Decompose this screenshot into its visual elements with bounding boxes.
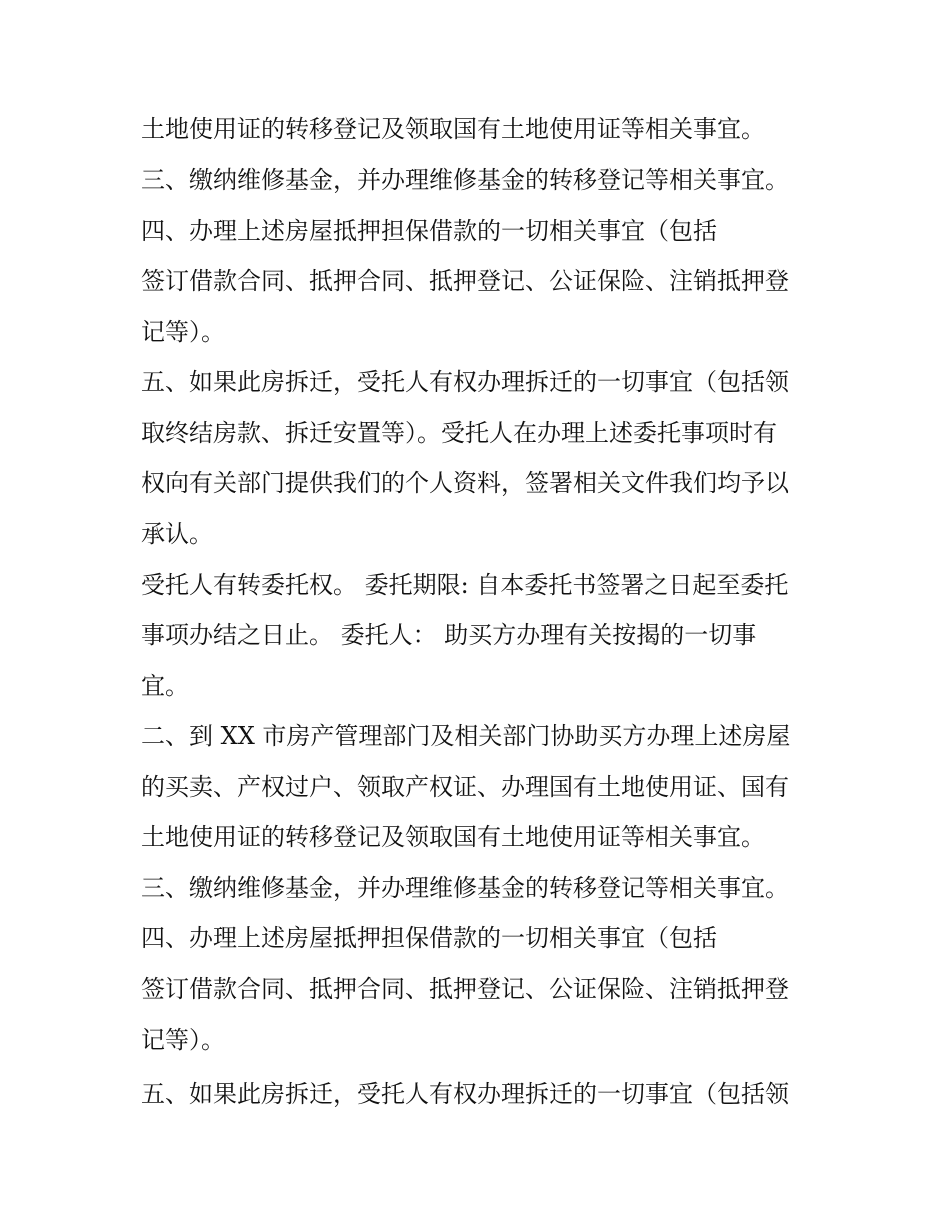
text-line: 受托人有转委托权。 委托期限: 自本委托书签署之日起至委托 bbox=[141, 571, 789, 599]
text-line: 事项办结之日止。 委托人： 助买方办理有关按揭的一切事 bbox=[141, 621, 757, 649]
text-line: 三、缴纳维修基金，并办理维修基金的转移登记等相关事宜。 bbox=[141, 874, 789, 902]
text-line: 的买卖、产权过户、领取产权证、办理国有土地使用证、国有 bbox=[141, 773, 789, 801]
text-line: 土地使用证的转移登记及领取国有土地使用证等相关事宜。 bbox=[141, 115, 765, 143]
text-line: 二、到 XX 市房产管理部门及相关部门协助买方办理上述房屋 bbox=[141, 722, 791, 750]
text-line: 承认。 bbox=[141, 520, 213, 548]
text-line: 四、办理上述房屋抵押担保借款的一切相关事宜（包括 bbox=[141, 217, 717, 245]
text-line: 签订借款合同、抵押合同、抵押登记、公证保险、注销抵押登 bbox=[141, 267, 789, 295]
text-line: 记等）。 bbox=[141, 1026, 225, 1054]
text-line: 土地使用证的转移登记及领取国有土地使用证等相关事宜。 bbox=[141, 823, 765, 851]
text-line: 四、办理上述房屋抵押担保借款的一切相关事宜（包括 bbox=[141, 924, 717, 952]
text-line: 取终结房款、拆迁安置等）。受托人在办理上述委托事项时有 bbox=[141, 419, 777, 447]
text-line: 五、如果此房拆迁，受托人有权办理拆迁的一切事宜（包括领 bbox=[141, 368, 789, 396]
text-line: 宜。 bbox=[141, 672, 189, 700]
text-line: 五、如果此房拆迁，受托人有权办理拆迁的一切事宜（包括领 bbox=[141, 1080, 789, 1108]
text-line: 三、缴纳维修基金，并办理维修基金的转移登记等相关事宜。 bbox=[141, 166, 789, 194]
text-line: 签订借款合同、抵押合同、抵押登记、公证保险、注销抵押登 bbox=[141, 975, 789, 1003]
text-line: 记等）。 bbox=[141, 318, 225, 346]
text-line: 权向有关部门提供我们的个人资料，签署相关文件我们均予以 bbox=[141, 469, 789, 497]
